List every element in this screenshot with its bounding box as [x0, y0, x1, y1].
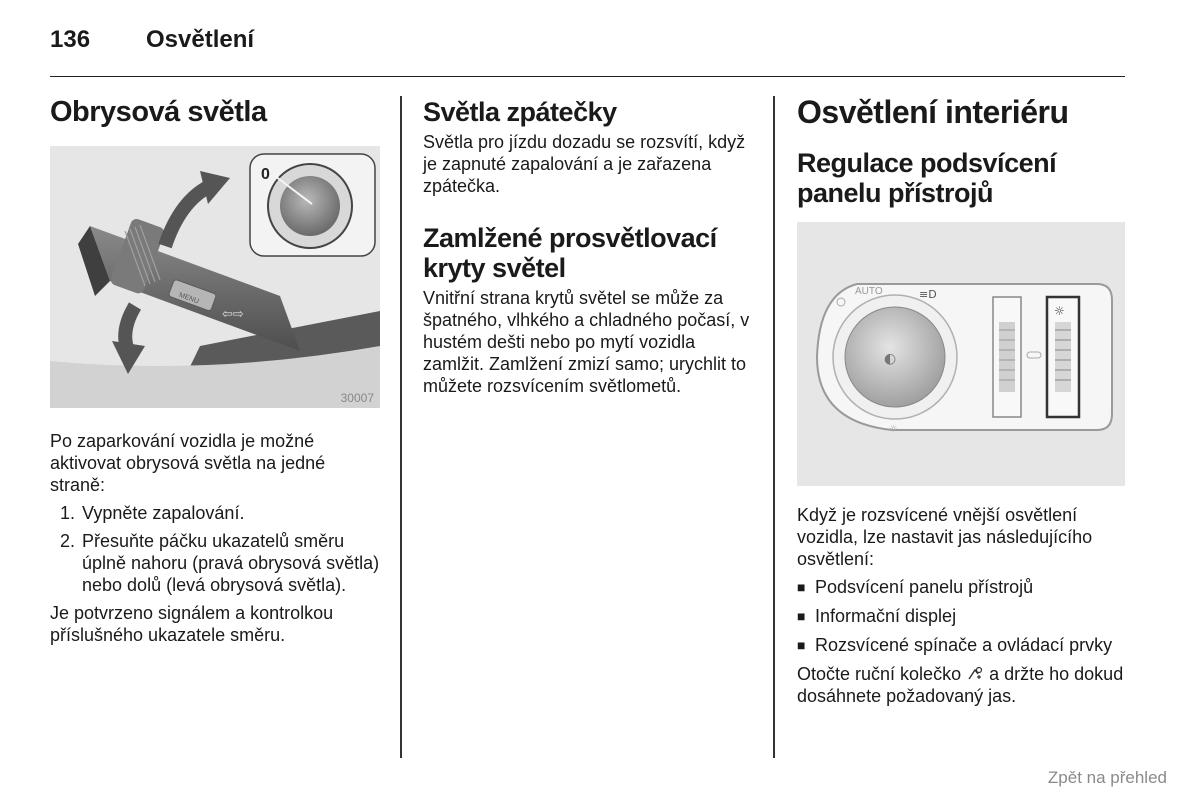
parking-lights-intro: Po zaparkování vozidla je možné aktivovat obrysová světla na jedné straně: — [50, 431, 326, 495]
list-item — [797, 576, 1127, 598]
light-switch-panel-drawing — [797, 222, 1125, 486]
column-divider — [400, 96, 402, 758]
turn-signal-lever-drawing — [50, 146, 380, 408]
inset-zero-label: 0 — [261, 166, 270, 183]
list-item-text: Podsvícení panelu přístrojů — [815, 577, 1034, 597]
svg-text:≡D: ≡D — [919, 288, 937, 301]
column-divider — [773, 96, 775, 758]
auto-label: AUTO — [855, 286, 883, 297]
parking-lights-outro: Je potvrzeno signálem a kontrolkou příslušného ukazatele směru. — [50, 603, 334, 645]
section-heading-fogged-covers: Zamlžené prosvětlovací kryty světel — [423, 223, 717, 283]
bullet-icon: ■ — [797, 637, 806, 653]
column-parking-lights — [50, 90, 380, 646]
section-heading-interior-lighting: Osvětlení interiéru — [797, 94, 1069, 130]
page-title: Osvětlení — [146, 26, 255, 53]
figure-code: 30007 — [340, 391, 374, 405]
subheading-panel-dimming: Regulace podsvícení panelu přístrojů — [797, 148, 1057, 208]
reverse-lights-text: Světla pro jízdu dozadu se rozsvítí, když je zapnuté zapalování a je zařazena zpátečka. — [423, 132, 746, 196]
list-item — [60, 502, 380, 524]
step-text: Přesuňte páčku ukazatelů směru úplně nahoru (pravá obrysová světla) nebo dolů (levá obrysová světla). — [82, 531, 380, 595]
list-item — [60, 530, 380, 596]
panel-dimming-outro — [797, 663, 1127, 707]
thumbwheel-icon — [966, 665, 984, 683]
section-heading-reverse-lights: Světla zpátečky — [423, 97, 617, 127]
list-item-text: Informační displej — [815, 606, 957, 626]
column-reverse-lights — [423, 90, 758, 397]
svg-text:⇦⇨: ⇦⇨ — [222, 307, 244, 322]
svg-text:☼: ☼ — [1054, 304, 1065, 318]
list-item-text: Rozsvícené spínače a ovládací prvky — [815, 635, 1113, 655]
page-header — [50, 24, 1125, 77]
bullet-icon: ■ — [797, 608, 806, 624]
step-number: 2. — [60, 531, 76, 551]
bullet-icon: ■ — [797, 579, 806, 595]
panel-dimming-intro: Když je rozsvícené vnější osvětlení vozidla, lze nastavit jas následujícího osvětlení: — [797, 505, 1093, 569]
outro-text-start: Otočte ruční kolečko — [797, 664, 962, 684]
outro-text-end: a držte ho dokud dosáhnete požadovaný jas. — [797, 664, 1124, 706]
svg-text:☼: ☼ — [889, 424, 898, 435]
fogged-covers-text: Vnitřní strana krytů světel se může za špatného, vlhkého a chladného počasí, v hustém dešti nebo po mytí vozidla zamlžit. Zamlžení zmizí samo; urychlit to můžete rozsvícením světlometů. — [423, 288, 750, 396]
column-interior-lighting — [797, 90, 1127, 707]
step-text: Vypněte zapalování. — [82, 503, 245, 523]
dimmable-items-list — [797, 576, 1127, 656]
light-switch-panel-illustration — [797, 222, 1125, 486]
list-item — [797, 605, 1127, 627]
turn-signal-lever-illustration — [50, 146, 380, 408]
turn-signal-arrow-up-icon — [165, 186, 210, 246]
menu-button-label: MENU — [177, 291, 200, 306]
step-number: 1. — [60, 503, 76, 523]
svg-text:◐: ◐ — [884, 351, 897, 367]
page-number: 136 — [50, 26, 91, 53]
turn-signal-arrow-up-icon — [200, 171, 230, 204]
section-heading-parking-lights: Obrysová světla — [50, 96, 267, 128]
list-item — [797, 634, 1127, 656]
parking-lights-steps — [50, 502, 380, 596]
back-to-overview-link[interactable]: Zpět na přehled — [1047, 768, 1167, 787]
